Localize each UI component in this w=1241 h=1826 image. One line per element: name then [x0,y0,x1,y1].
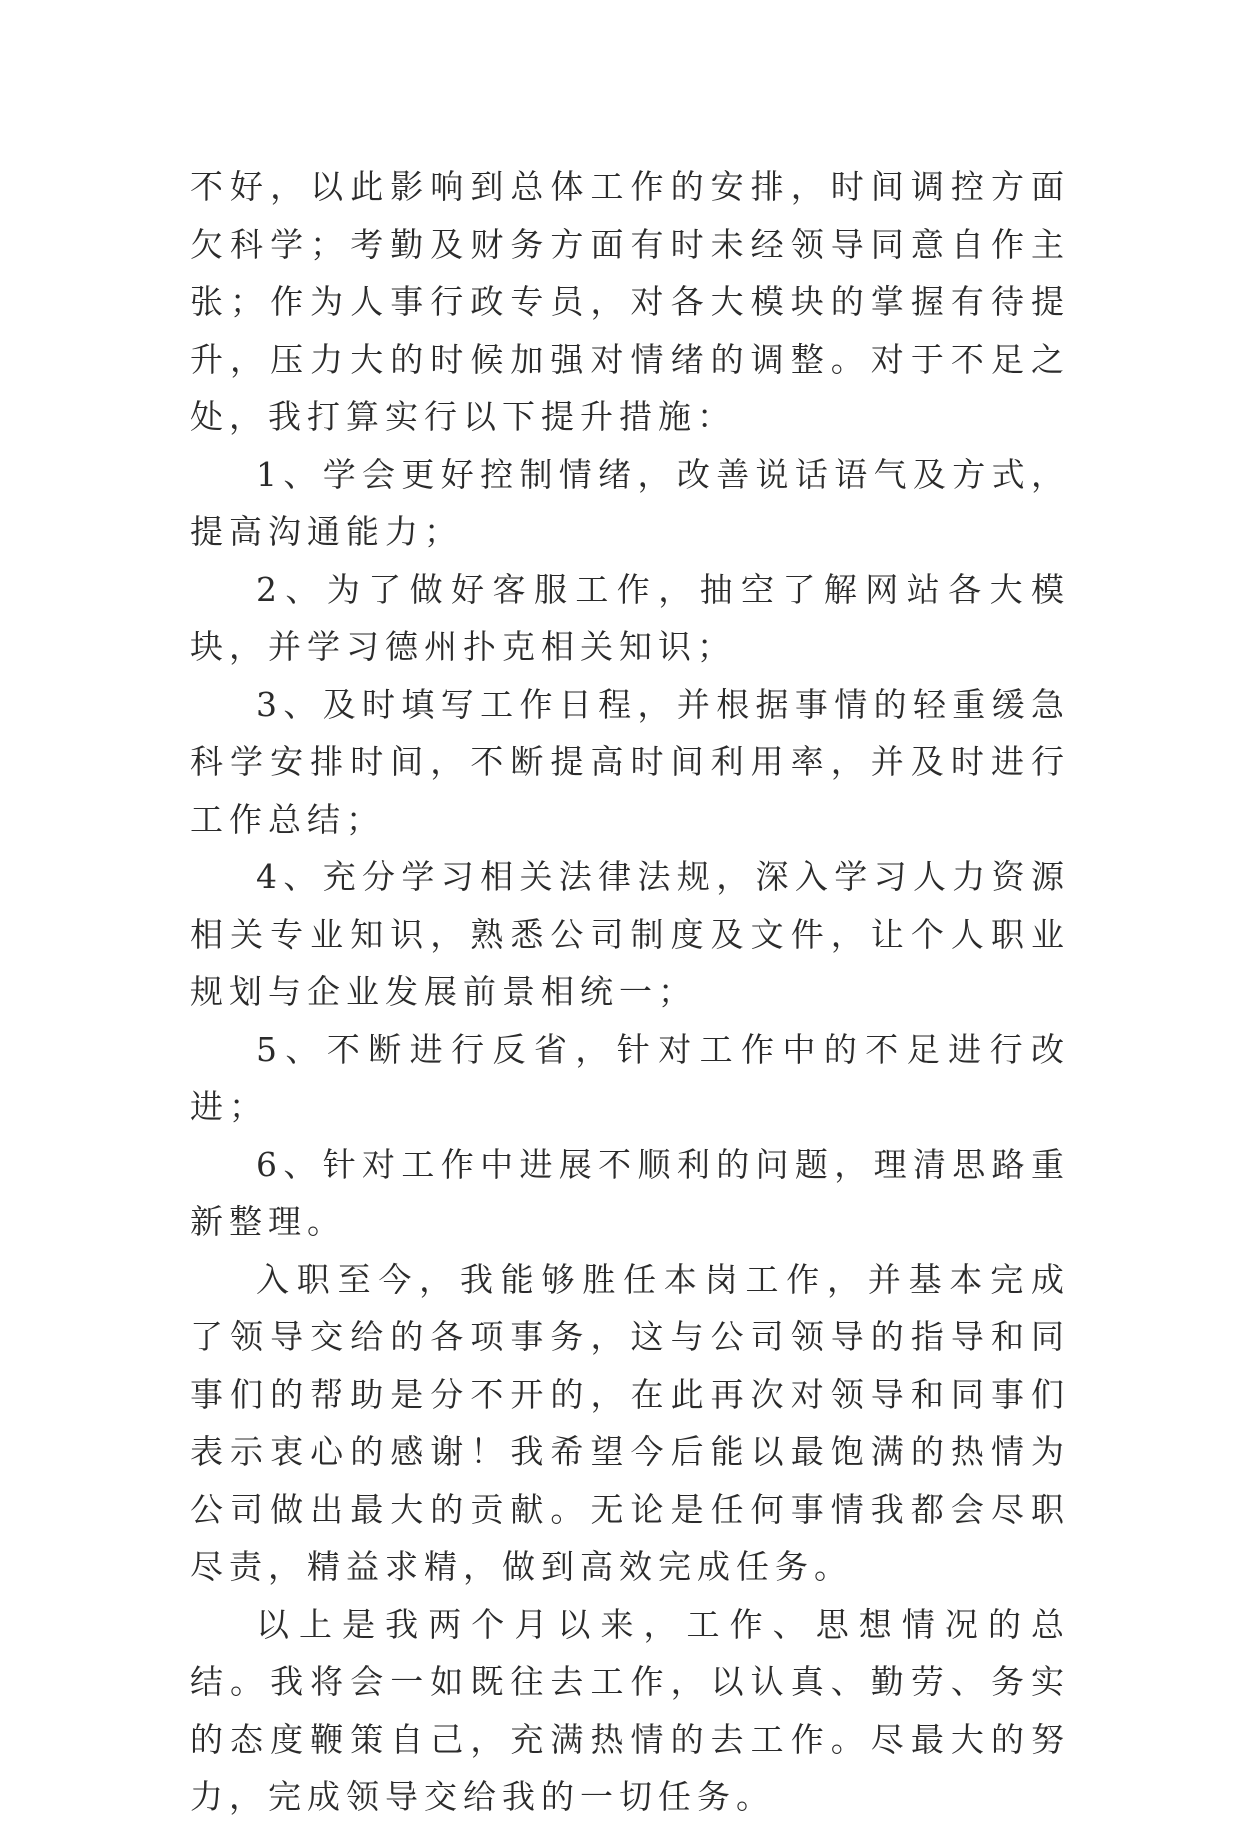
list-item-4: 4、充分学习相关法律法规，深入学习人力资源相关专业知识，熟悉公司制度及文件，让个人职业规划与企业发展前景相统一； [190,857,1070,1011]
list-item-3: 3、及时填写工作日程，并根据事情的轻重缓急科学安排时间，不断提高时间利用率，并及时进行工作总结； [190,684,1070,839]
paragraph-achievement: 入职至今，我能够胜任本岗工作，并基本完成了领导交给的各项事务，这与公司领导的指导和同事们的帮助是分不开的，在此再次对领导和同事们表示衷心的感谢！我希望今后能以最饱满的热情为公司做出最大的贡献。无论是任何事情我都会尽职尽责，精益求精，做到高效完成任务。 [190,1259,1070,1586]
list-item-6: 6、针对工作中进展不顺利的问题，理清思路重新整理。 [190,1144,1070,1241]
document-body [190,158,1070,1826]
list-item-1: 1、学会更好控制情绪，改善说话语气及方式，提高沟通能力； [190,454,1070,551]
paragraph-conclusion: 以上是我两个月以来，工作、思想情况的总结。我将会一如既往去工作，以认真、勤劳、务实的态度鞭策自己，充满热情的去工作。尽最大的努力，完成领导交给我的一切任务。 [190,1604,1070,1816]
list-item-5: 5、不断进行反省，针对工作中的不足进行改进； [190,1029,1070,1126]
list-item-2: 2、为了做好客服工作，抽空了解网站各大模块，并学习德州扑克相关知识； [190,569,1070,666]
paragraph-continuation: 不好，以此影响到总体工作的安排，时间调控方面欠科学；考勤及财务方面有时未经领导同意自作主张；作为人事行政专员，对各大模块的掌握有待提升，压力大的时候加强对情绪的调整。对于不足之处，我打算实行以下提升措施： [190,167,1070,436]
